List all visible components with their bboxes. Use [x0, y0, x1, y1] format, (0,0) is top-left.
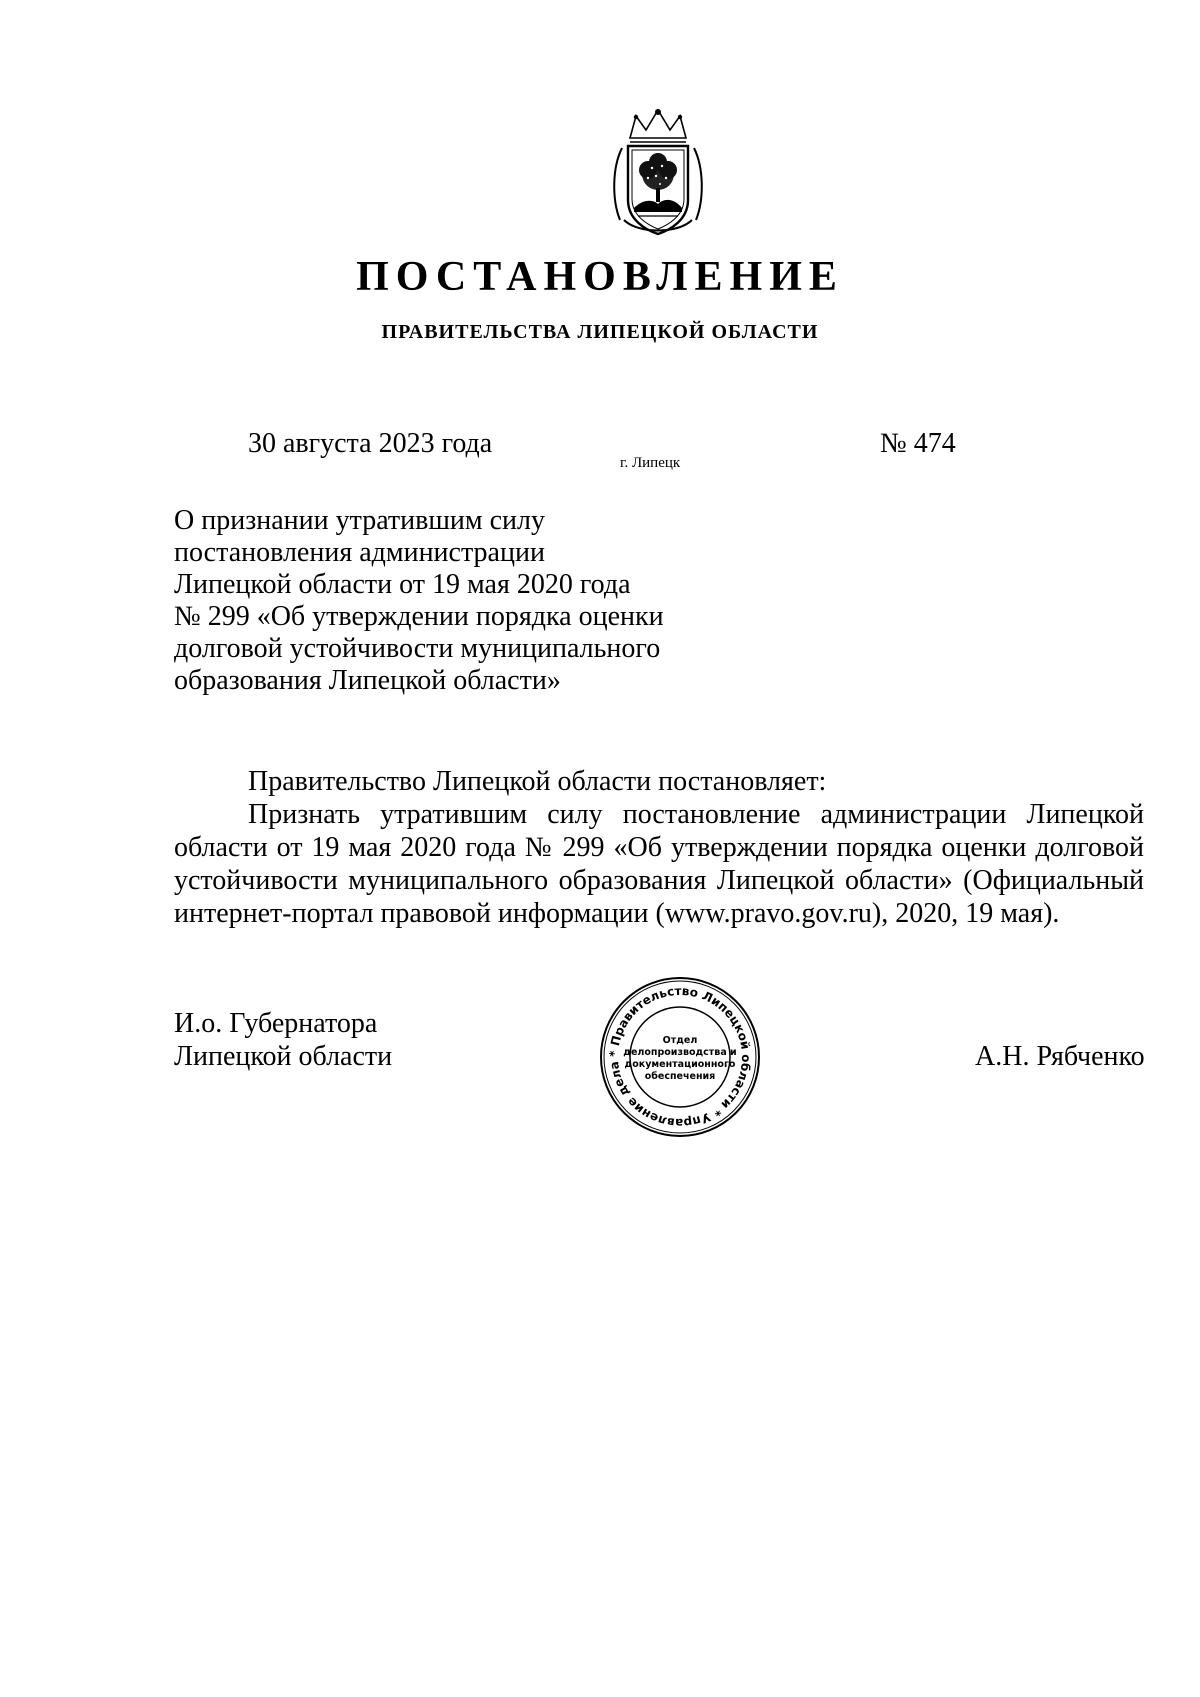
- stamp-center-line: обеспечения: [644, 1071, 716, 1082]
- coat-of-arms-icon: [608, 108, 708, 240]
- document-subtitle: ПРАВИТЕЛЬСТВА ЛИПЕЦКОЙ ОБЛАСТИ: [381, 321, 819, 343]
- document-city: г. Липецк: [620, 455, 681, 471]
- official-stamp-icon: [598, 975, 762, 1139]
- signatory-position-line: Липецкой области: [174, 1041, 393, 1072]
- subject-line: Липецкой области от 19 мая 2020 года: [174, 569, 631, 600]
- document-date: 30 августа 2023 года: [248, 428, 493, 459]
- stamp-center-line: Отдел: [662, 1035, 698, 1046]
- stamp-center-line: документационного: [624, 1059, 736, 1070]
- subject-line: № 299 «Об утверждении порядка оценки: [174, 601, 664, 632]
- document-subject: [174, 505, 774, 697]
- stamp-ring-text: * Правительство Липецкой области * Управление дела: [606, 983, 754, 1131]
- subject-line: постановления администрации: [174, 537, 545, 568]
- signatory-name: А.Н. Рябченко: [975, 1041, 1145, 1072]
- subject-line: О признании утратившим силу: [174, 505, 545, 536]
- body-paragraph: Признать утратившим силу постановление администрации Липецкой области от 19 мая 2020 года № 299 «Об утверждении порядка оценки долговой устойчивости муниципального образования Липецкой области» (Официальный интернет-портал правовой информации (www.pravo.gov.ru), 2020, 19 мая).: [174, 799, 1144, 929]
- signatory-position: [174, 1007, 392, 1073]
- document-body: [174, 765, 1144, 930]
- signatory-position-line: И.о. Губернатора: [174, 1008, 378, 1039]
- stamp-center-line: делопроизводства и: [623, 1047, 737, 1058]
- subject-line: образования Липецкой области»: [174, 665, 561, 696]
- body-intro: Правительство Липецкой области постановляет:: [248, 766, 827, 797]
- document-number: № 474: [880, 428, 956, 459]
- document-title: ПОСТАНОВЛЕНИЕ: [356, 254, 844, 300]
- subject-line: долговой устойчивости муниципального: [174, 633, 661, 664]
